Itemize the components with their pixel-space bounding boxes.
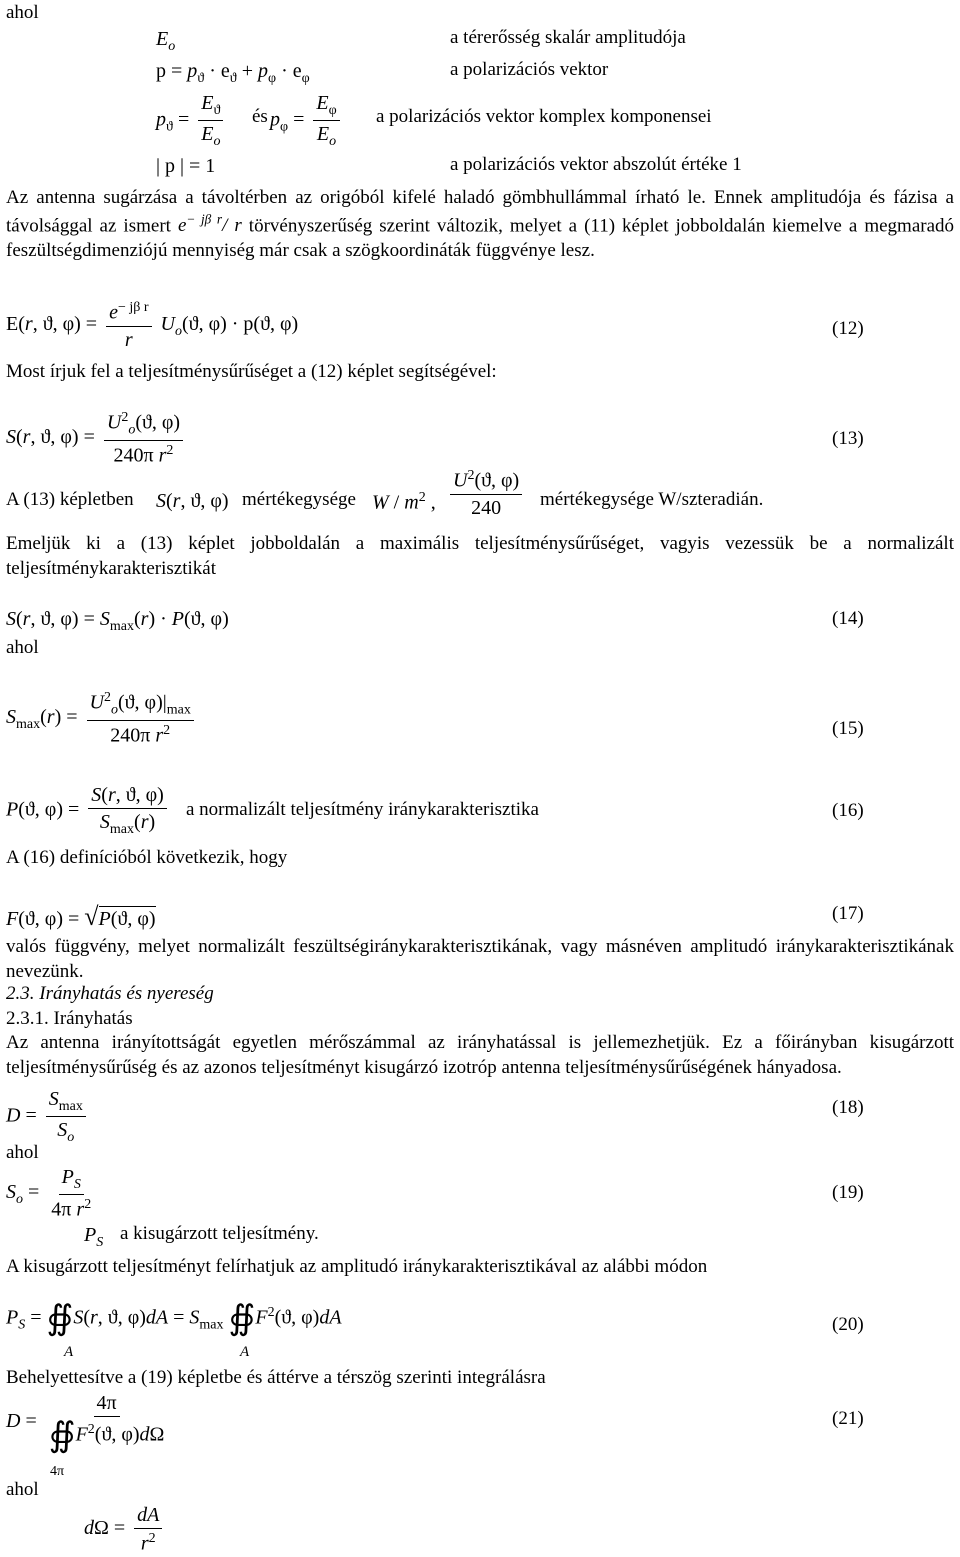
def4-formula: | p | = 1 <box>156 155 216 177</box>
def2-formula: $p = p_ϑ \cdot e_ϑ + p_\varphi \cdot e_\varphi$ <box>156 60 310 86</box>
equation-14-number: (14) <box>832 608 864 629</box>
section-heading-2-3: 2.3. Irányhatás és nyereség <box>6 983 214 1004</box>
equation-19-number: (19) <box>832 1182 864 1203</box>
equation-15-number: (15) <box>832 718 864 739</box>
equation-20-lower-b: A <box>240 1344 250 1360</box>
equation-14: S(r, ϑ, $\varphi) = S_{max}(r) \cdot P(ϑ$, φ) <box>6 608 229 634</box>
equation-13: S(r, ϑ, φ) = $\frac{U^2_o(ϑ, \varphi)}{240\pi r^2}$ <box>6 410 187 467</box>
equation-21-number: (21) <box>832 1408 864 1429</box>
paragraph-9: Behelyettesítve a (19) képletbe és áttérve a térszög szerinti integrálásra <box>6 1367 546 1388</box>
def3-formula: $p_ϑ$ = $\frac{E_ϑ}{E_o}$ <box>156 92 227 150</box>
equation-16: P(ϑ, φ) = $\frac{S(r, ϑ, \varphi)}{S_{max}(r)}$ <box>6 784 171 837</box>
ahol-label-2: ahol <box>6 637 39 658</box>
equation-15: $S_{max}(r)$ = $\frac{U^2_o(ϑ, \varphi)|_{max}}{240\pi r^2}$ <box>6 690 198 747</box>
ps-symbol: $P_S$ <box>84 1224 104 1250</box>
equation-20-lower-a: A <box>64 1344 74 1360</box>
equation-17-number: (17) <box>832 903 864 924</box>
paragraph-4: Emeljük ki a (13) képlet jobboldalán a maximális teljesítménysűrűséget, vagyis vezessük be a normalizált teljesítménykarakterisztikát <box>6 533 954 579</box>
ahol-label: ahol <box>6 2 39 23</box>
def4-label: a polarizációs vektor abszolút értéke 1 <box>450 154 742 175</box>
def2-label: a polarizációs vektor <box>450 59 609 80</box>
def3-label: a polarizációs vektor komplex komponensei <box>376 106 712 127</box>
equation-18-number: (18) <box>832 1097 864 1118</box>
equation-13-number: (13) <box>832 428 864 449</box>
equation-16-label: a normalizált teljesítmény iránykarakterisztika <box>186 799 539 820</box>
equation-12: E(r, ϑ, φ) = $\frac{e^{- j\beta r}}{r}$ $U_o(ϑ$, φ) · p(ϑ, φ) <box>6 300 299 351</box>
def1-symbol: $E_o$ <box>156 28 176 54</box>
paragraph-3-a: A (13) képletben <box>6 489 134 510</box>
equation-21: D = $\frac{4\pi}{∯F^2(ϑ, \varphi)d\Omega}$ <box>6 1392 165 1454</box>
paragraph-6: valós függvény, melyet normalizált feszültségiránykarakterisztikának, vagy másnéven amplitudó iránykarakterisztikának nevezünk. <box>6 936 954 982</box>
equation-19: $S_o$ = $\frac{P_S}{4\pi r^2}$ <box>6 1166 92 1222</box>
paragraph-3-b: mértékegysége <box>242 489 356 510</box>
paragraph-1-text-a: Az antenna sugárzása a távoltérben az origóból kifelé haladó gömbhullámmal írható le. Ennek amplitudója és fázisa a távolsággal az ismert <box>6 187 954 237</box>
inline-exp-formula: $e^{- j\beta r}/$ r <box>177 211 242 237</box>
ahol-label-4: ahol <box>6 1479 39 1500</box>
equation-16-number: (16) <box>832 800 864 821</box>
paragraph-1-text-b: törvényszerűség szerint változik, melyet a (11) képlet jobboldalán kiemelve a megmaradó feszültségdimenziójú mennyiség már csak a szögkoordináták függvénye lesz. <box>6 215 955 261</box>
def1-label: a térerősség skalár amplitudója <box>450 27 686 48</box>
paragraph-8: A kisugárzott teljesítményt felírhatjuk az amplitudó iránykarakterisztikával az alábbi módon <box>6 1256 708 1277</box>
paragraph-7: Az antenna irányítottságát egyetlen mérőszámmal az irányhatással is jellemezhetjük. Ez a főirányban kisugárzott teljesítménysűrűség és az azonos teljesítményt kisugárzó izotróp antenna teljesítménysűrűségének hányadosa. <box>6 1032 954 1078</box>
equation-domega: dΩ = $\frac{dA}{r^2}$ <box>84 1504 166 1555</box>
equation-12-number: (12) <box>832 318 864 339</box>
paragraph-3-unit: W / $m^2$ , <box>372 490 436 514</box>
paragraph-3-s-symbol: S(r, ϑ, φ) <box>156 490 229 512</box>
section-heading-2-3-1: 2.3.1. Irányhatás <box>6 1008 133 1029</box>
equation-18: D = $\frac{S_{max}}{S_o}$ <box>6 1088 90 1146</box>
equation-20-number: (20) <box>832 1314 864 1335</box>
equation-20: $P_S$ = ∯S(r, ϑ, $\varphi)dA = S_{max}$ $∯F^2(ϑ$, φ)dA <box>6 1300 342 1337</box>
equation-21-lower: 4π <box>50 1464 65 1479</box>
def3-formula-b: $p_\varphi$ = $\frac{E_\varphi}{E_o}$ <box>270 92 344 150</box>
equation-17: F(ϑ, φ) = √P(ϑ, φ) <box>6 902 156 931</box>
def3-es: és <box>252 106 268 127</box>
ps-label: a kisugárzott teljesítmény. <box>120 1223 319 1244</box>
paragraph-3-c: mértékegysége W/szteradián. <box>540 489 764 510</box>
ahol-label-3: ahol <box>6 1142 39 1163</box>
paragraph-1 <box>6 186 954 263</box>
paragraph-2: Most írjuk fel a teljesítménysűrűséget a (12) képlet segítségével: <box>6 361 497 382</box>
paragraph-3-fraction: $\frac{U^2(ϑ, \varphi)}{240}$ <box>446 468 526 519</box>
paragraph-5: A (16) definícióból következik, hogy <box>6 847 288 868</box>
